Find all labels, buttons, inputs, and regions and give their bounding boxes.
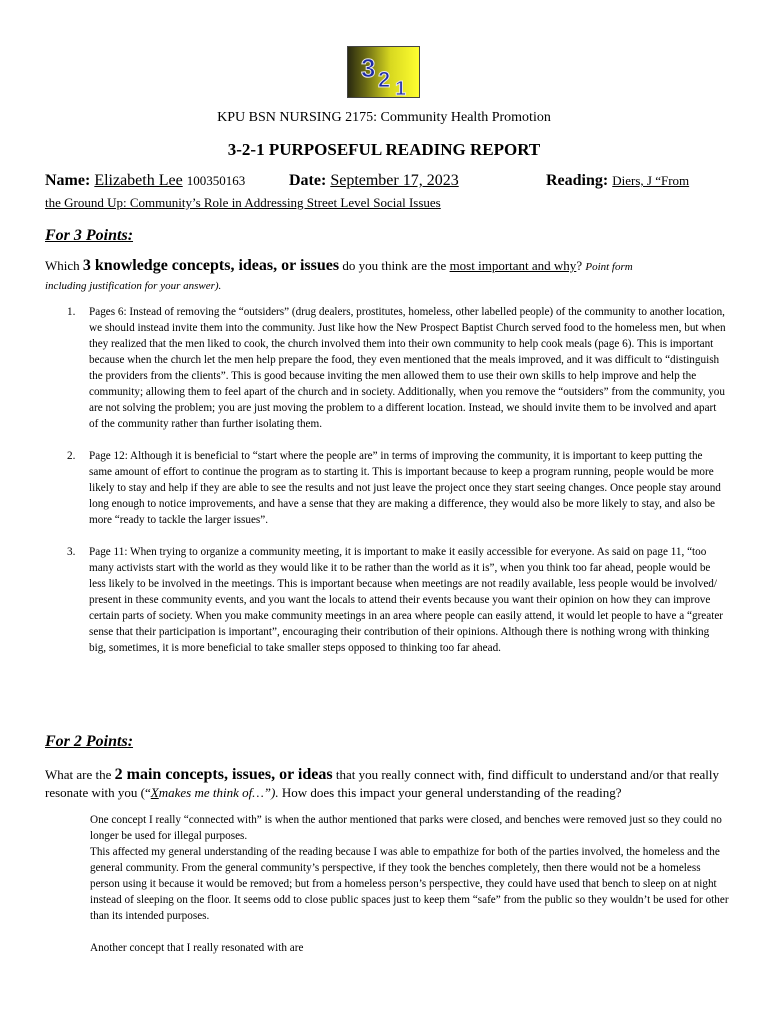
q3-bold: 3 knowledge concepts, ideas, or issues	[82, 257, 340, 274]
logo-digits-graphic	[348, 47, 421, 99]
svg-text:3: 3	[361, 53, 376, 83]
section-3-points-heading: For 3 Points:	[45, 227, 134, 244]
section-3-question	[45, 257, 735, 295]
list-item-text: Page 12: Although it is beneficial to “start where the people are” in terms of improving the community, it is important to keep putting the same amount of effort to continue the program as to starting it. This is important because to keep a program running, people would be more likely to stay and help if they are able to see the results and not just leave the project once they start seeing changes. Once people stay around long enough to notice improvements, and have a sense that they are making a difference, they would also be more likely to stay, and also be more “ready to tackle the larger issues”.	[89, 450, 721, 526]
list-item-text: Pages 6: Instead of removing the “outsiders” (drug dealers, prostitutes, homeless, other labelled people) of the community to another location, we should instead invite them into the community. Just like how the New Prospect Baptist Church served food to the homeless men, but when they realized that the men liked to cook, the church involved them into their own community to help cook meals (page 6). This is important because when the church let the men help prepare the food, they even mentioned that the meals improved, and it was difficult to “distinguish the providers from the clients”. This is good because inviting the men allowed them to use their own skills to help improve and help the community; allowing them to feel apart of the church and in society. Additionally, when you remove the “outsiders” from the community, you are not solving the problem; you are just moving the problem to a different location. Instead, we should invite them to be involved and apart of the community rather than further isolating them.	[89, 306, 726, 430]
section-3-answer-list	[67, 304, 727, 672]
list-item-number: 1.	[67, 306, 76, 318]
reading-value: Diers, J “From	[612, 173, 690, 188]
date-label: Date:	[289, 172, 327, 189]
name-line	[45, 172, 245, 190]
list-item-number: 2.	[67, 450, 76, 462]
svg-text:2: 2	[378, 67, 391, 92]
q2-bold: 2 main concepts, issues, or ideas	[114, 766, 333, 783]
date-line	[289, 172, 459, 190]
list-item-text: Page 11: When trying to organize a community meeting, it is important to make it easily accessible for everyone. As said on page 11, “too many activists start with the world as they would like it to be rather than the world as it is”, when you think too far ahead, people would be less likely to be involved in the meetings. This is important because when meetings are not readily available, less people would be involved/ present in these community events, and you want the locals to attend their events because you want their opinion on how they can improve certain parts of society. When you make community meetings in an area where people can easily attend, it would let people to have a “greater sense that their participation is important”, encouraging their contribution of their opinions. Although there is nothing wrong with thinking big, sometimes, it is more beneficial to take smaller steps opposed to thinking too far ahead.	[89, 546, 724, 654]
q2-mid: that you really connect with, find difficult to understand and/or that really resonate with you (“	[45, 767, 719, 800]
q2-end: How does this impact your general understanding of the reading?	[281, 785, 622, 800]
list-item	[67, 304, 727, 432]
reading-value-continued: the Ground Up: Community’s Role in Addressing Street Level Social Issues	[45, 195, 441, 210]
name-label: Name:	[45, 172, 91, 189]
answer-paragraph-1: One concept I really “connected with” is when the author mentioned that parks were closed, and benches were removed just so they could no longer be used for illegal purposes.	[90, 814, 722, 842]
q3-mid: do you think are the	[342, 258, 447, 273]
q3-pre: Which	[45, 258, 80, 273]
reading-label: Reading:	[546, 172, 609, 189]
list-item	[67, 448, 727, 528]
section-2-answer	[90, 812, 730, 956]
answer-paragraph-2: This affected my general understanding of the reading because I was able to empathize for both of the parties involved, the homeless and the general community. From the general community’s perspective, if they took the benches completely, then there would not be a homeless person using it because it would be removed; but from a homeless person’s perspective, they could have used that bench to sleep on at night instead of sleeping on the floor. It seems odd to close public spaces just to keep them “safe” from the public so they wouldn’t be used for other than its intended purposes.	[90, 846, 729, 922]
q3-note-cont: including justification for your answer).	[45, 280, 222, 292]
section-2-points-heading: For 2 Points:	[45, 733, 134, 750]
section-2-question	[45, 766, 735, 802]
svg-text:1: 1	[395, 78, 407, 99]
q3-end: ?	[576, 258, 583, 273]
course-title: KPU BSN NURSING 2175: Community Health Promotion	[217, 110, 551, 125]
reading-line	[546, 172, 689, 190]
answer-paragraph-3: Another concept that I really resonated with are	[90, 942, 304, 954]
logo-321	[347, 46, 420, 98]
q2-italic: makes me think of…”).	[158, 785, 279, 800]
list-item	[67, 544, 727, 656]
student-id: 100350163	[186, 173, 246, 188]
q2-pre: What are the	[45, 767, 112, 782]
list-item-number: 3.	[67, 546, 76, 558]
q3-underline: most important and why	[449, 258, 577, 273]
name-value: Elizabeth Lee	[94, 172, 183, 189]
q3-note: Point form	[585, 261, 633, 273]
report-title: 3-2-1 PURPOSEFUL READING REPORT	[227, 140, 541, 159]
date-value: September 17, 2023	[330, 172, 459, 189]
q2-x: X	[150, 785, 159, 800]
